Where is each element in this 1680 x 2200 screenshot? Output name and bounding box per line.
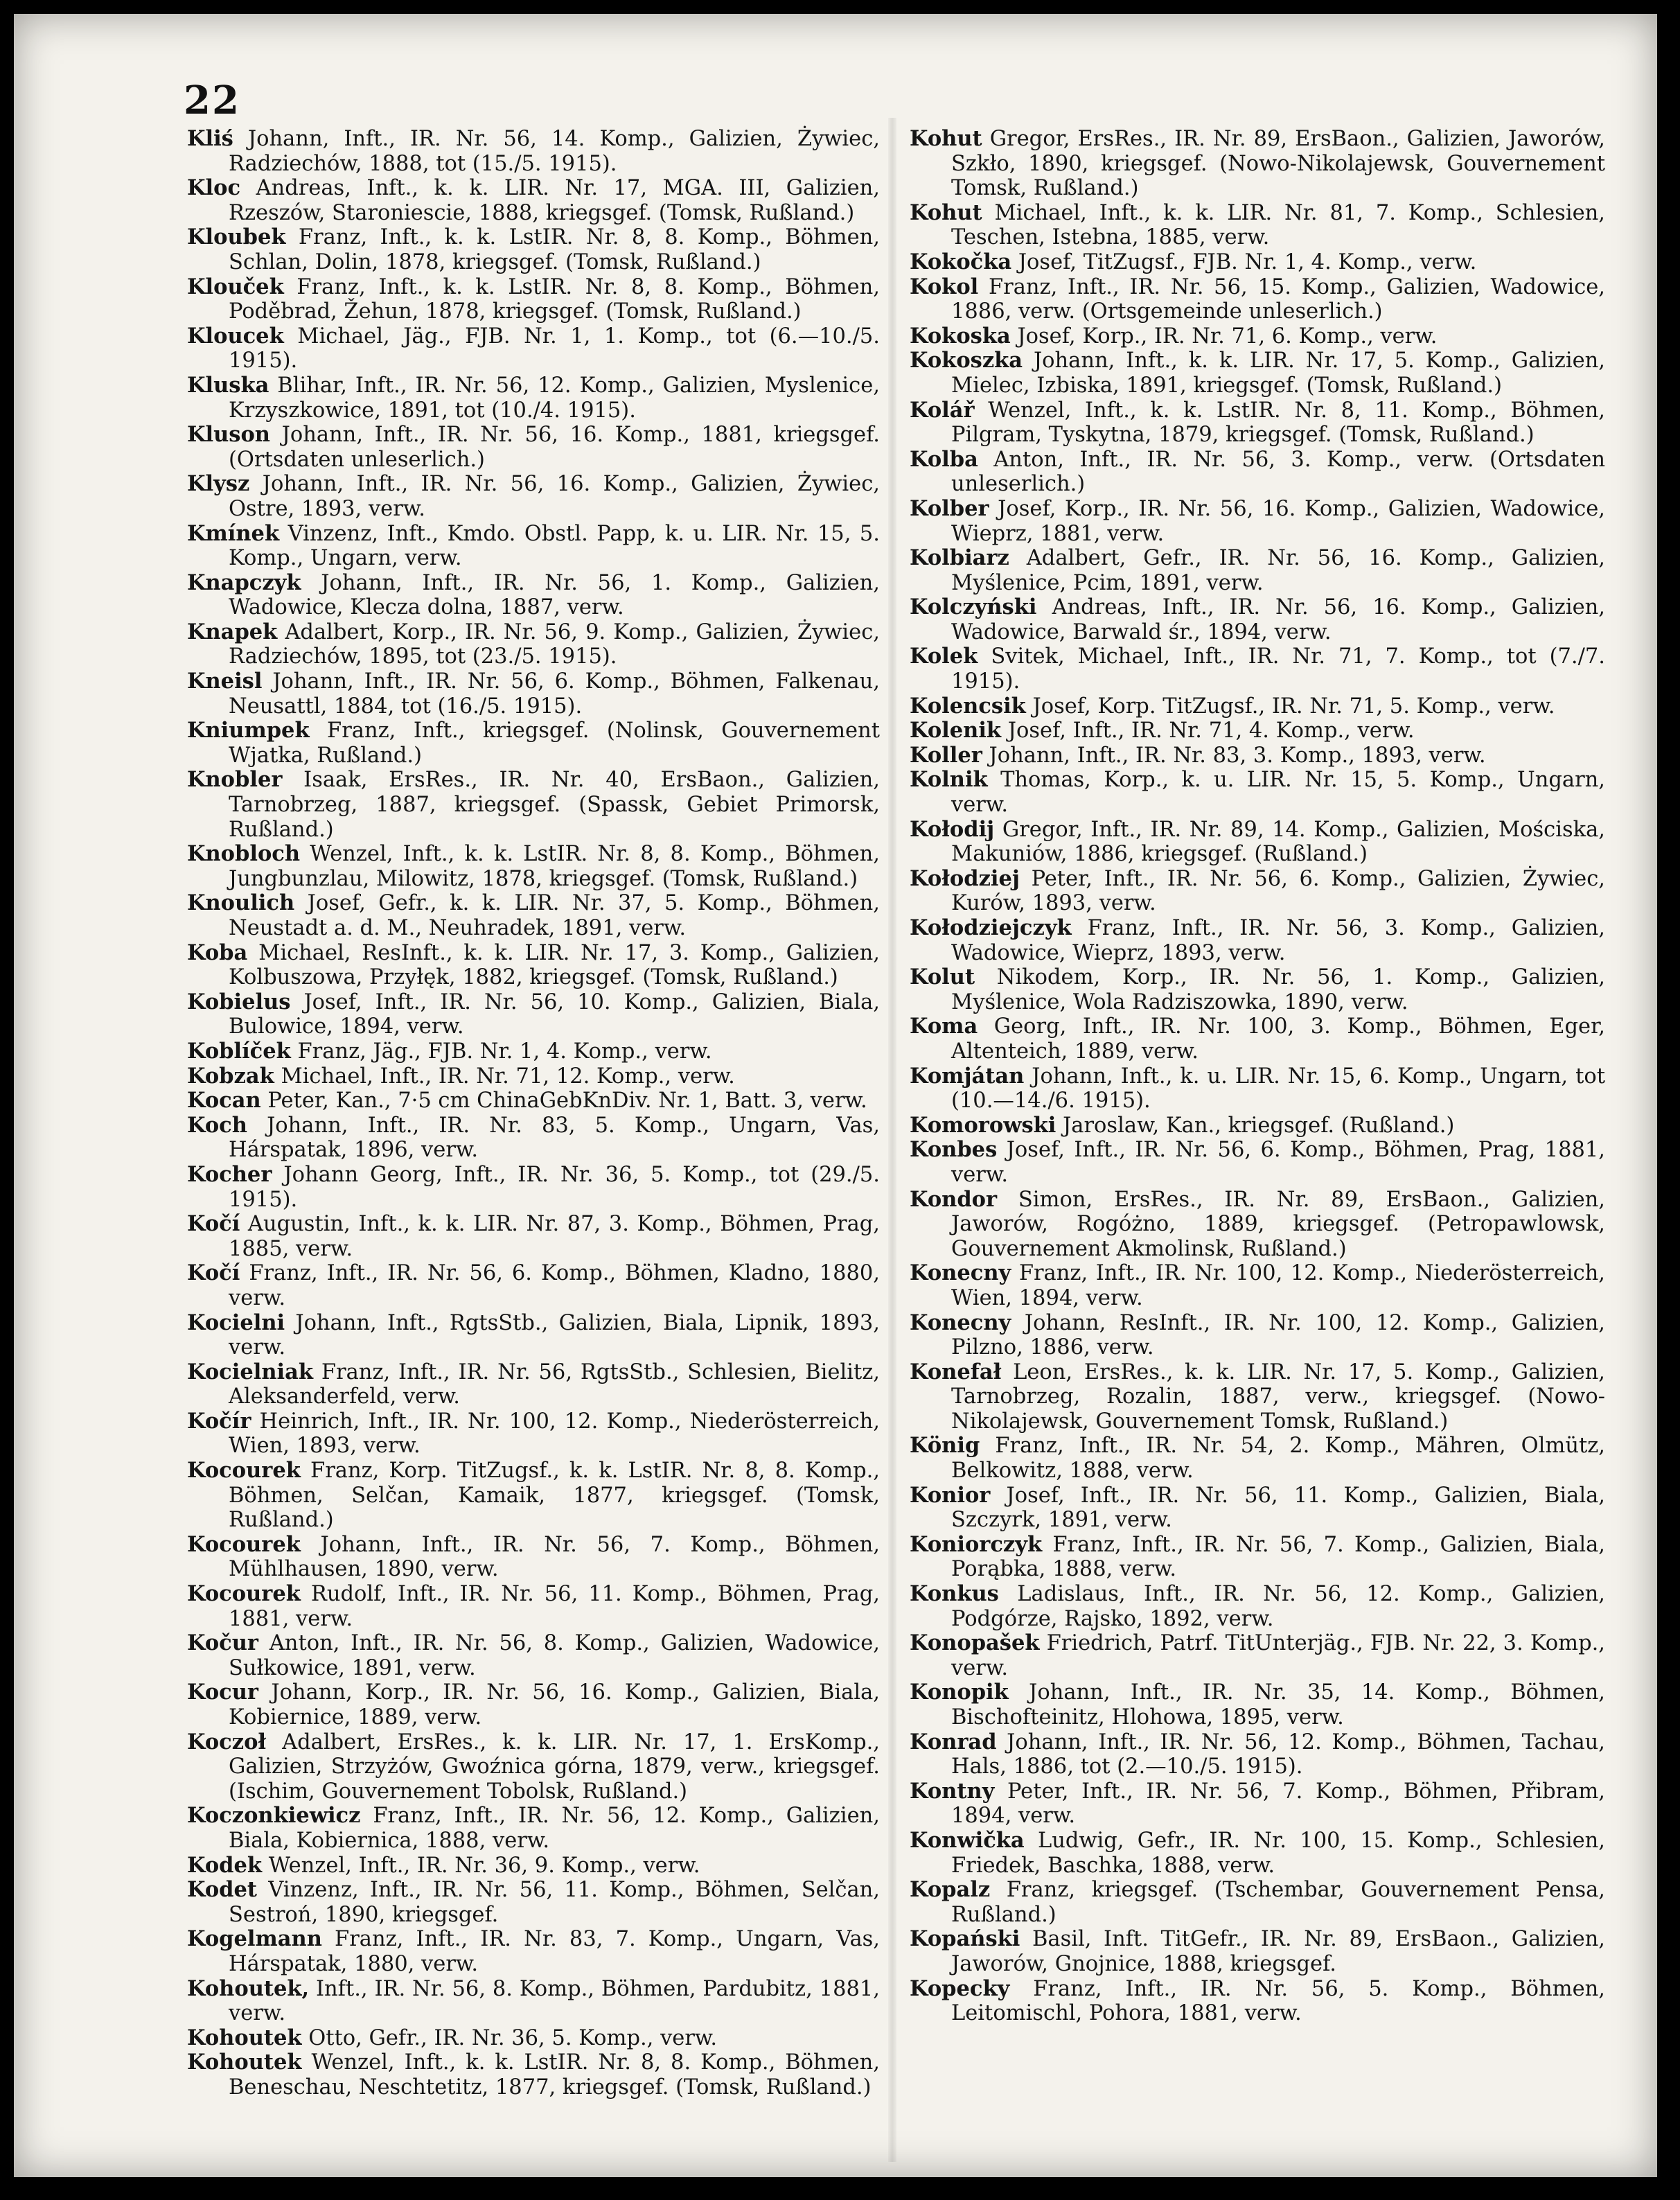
list-entry	[187, 225, 880, 274]
entry-surname: Kokol	[910, 274, 979, 299]
entry-details: Josef, Korp., IR. Nr. 71, 6. Komp., verw.	[1017, 324, 1438, 349]
entry-details: Michael, Inft., k. k. LIR. Nr. 81, 7. Komp., Schlesien, Teschen, Istebna, 1885, verw.	[951, 200, 1605, 250]
entry-surname: Kohut	[910, 200, 982, 225]
entry-details: Wenzel, Inft., k. k. LstIR. Nr. 8, 8. Komp., Böhmen, Jungbunzlau, Milowitz, 1878, kriegsgef. (Tomsk, Rußland.)	[229, 842, 880, 891]
entry-details: Gregor, Inft., IR. Nr. 89, 14. Komp., Galizien, Mościska, Makuniów, 1886, kriegsgef. (Rußland.)	[951, 817, 1605, 867]
entry-details: Josef, Inft., IR. Nr. 56, 11. Komp., Galizien, Biala, Szczyrk, 1891, verw.	[951, 1483, 1605, 1533]
list-entry	[910, 1114, 1605, 1138]
entry-details: Franz, Jäg., FJB. Nr. 1, 4. Komp., verw.	[297, 1039, 712, 1064]
entry-surname: Knapczyk	[187, 570, 301, 595]
entry-details: Michael, Jäg., FJB. Nr. 1, 1. Komp., tot (6.—10./5. 1915).	[229, 324, 880, 373]
list-entry	[187, 1311, 880, 1360]
entry-details: Josef, Inft., IR. Nr. 71, 4. Komp., verw.	[1007, 719, 1415, 743]
entry-surname: Kočí	[187, 1260, 240, 1286]
list-entry	[910, 768, 1605, 817]
list-entry	[910, 1188, 1605, 1262]
entry-details: Wenzel, Inft., k. k. LstIR. Nr. 8, 8. Komp., Böhmen, Beneschau, Neschtetitz, 1877, kriegsgef. (Tomsk, Rußland.)	[229, 2050, 880, 2100]
entry-surname: Konecny	[910, 1310, 1011, 1335]
entry-details: Johann, Inft., IR. Nr. 56, 6. Komp., Böhmen, Falkenau, Neusattl, 1884, tot (16./5. 1915).	[229, 669, 880, 719]
entry-surname: Koma	[910, 1014, 978, 1039]
left-column	[187, 127, 880, 2100]
list-entry	[187, 522, 880, 571]
entry-surname: Koch	[187, 1112, 247, 1138]
list-entry	[187, 1804, 880, 1853]
entry-details: Johann, ResInft., IR. Nr. 100, 12. Komp., Galizien, Pilzno, 1886, verw.	[951, 1310, 1605, 1360]
entry-surname: Kołodziej	[910, 865, 1020, 891]
entry-details: Johann, Inft., RgtsStb., Galizien, Biala, Lipnik, 1893, verw.	[229, 1310, 880, 1360]
list-entry	[187, 1459, 880, 1533]
entry-details: Adalbert, Korp., IR. Nr. 56, 9. Komp., Galizien, Żywiec, Radziechów, 1895, tot (23./5. 1915).	[229, 619, 880, 669]
entry-surname: Kobzak	[187, 1063, 274, 1089]
list-entry	[187, 127, 880, 176]
list-entry	[187, 1064, 880, 1089]
entry-details: Jaroslaw, Kan., kriegsgef. (Rußland.)	[1063, 1113, 1455, 1138]
list-entry	[187, 176, 880, 225]
entry-surname: Klysz	[187, 471, 250, 497]
right-column	[910, 127, 1605, 2026]
entry-surname: Konbes	[910, 1137, 998, 1163]
list-entry	[187, 571, 880, 620]
entry-surname: Kobielus	[187, 989, 291, 1014]
entry-surname: Kočí	[187, 1211, 240, 1237]
entry-details: Vinzenz, Inft., IR. Nr. 56, 11. Komp., Böhmen, Selčan, Sestroń, 1890, kriegsgef.	[229, 1878, 880, 1927]
list-entry	[910, 250, 1605, 275]
entry-surname: Koniorczyk	[910, 1531, 1043, 1557]
entry-details: Josef, Inft., IR. Nr. 56, 6. Komp., Böhmen, Prag, 1881, verw.	[951, 1138, 1605, 1187]
list-entry	[910, 398, 1605, 448]
entry-details: Peter, Kan., 7·5 cm ChinaGebKnDiv. Nr. 1, Batt. 3, verw.	[267, 1089, 867, 1114]
list-entry	[187, 1582, 880, 1631]
list-entry	[910, 1779, 1605, 1829]
entry-details: Franz, Inft., IR. Nr. 56, 15. Komp., Galizien, Wadowice, 1886, verw. (Ortsgemeinde unleserlich.)	[951, 274, 1605, 324]
list-entry	[910, 1311, 1605, 1360]
entry-surname: Kolut	[910, 965, 975, 990]
list-entry	[910, 867, 1605, 916]
entry-details: Johann, Korp., IR. Nr. 56, 16. Komp., Galizien, Biala, Kobiernice, 1889, verw.	[229, 1680, 880, 1730]
list-entry	[187, 1212, 880, 1261]
entry-surname: Knoulich	[187, 890, 295, 916]
entry-details: Johann, Inft., k. u. LIR. Nr. 15, 6. Komp., Ungarn, tot (10.—14./6. 1915).	[951, 1064, 1605, 1114]
list-entry	[187, 891, 880, 940]
entry-details: Johann Georg, Inft., IR. Nr. 36, 5. Komp., tot (29./5. 1915).	[229, 1162, 880, 1212]
entry-surname: Kocourek	[187, 1458, 301, 1484]
entry-surname: Kočur	[187, 1630, 258, 1656]
entry-surname: Klouček	[187, 274, 284, 299]
entry-details: Franz, Inft., k. k. LstIR. Nr. 8, 8. Komp., Böhmen, Poděbrad, Žehun, 1878, kriegsgef. (Tomsk, Rußland.)	[229, 274, 880, 324]
list-entry	[187, 472, 880, 521]
list-entry	[910, 644, 1605, 694]
entry-details: Isaak, ErsRes., IR. Nr. 40, ErsBaon., Galizien, Tarnobrzeg, 1887, kriegsgef. (Spassk, Gebiet Primorsk, Rußland.)	[229, 768, 880, 842]
list-entry	[910, 1014, 1605, 1064]
entry-surname: Koba	[187, 940, 248, 965]
entry-details: Adalbert, ErsRes., k. k. LIR. Nr. 17, 1. ErsKomp., Galizien, Strzyżów, Gwoźnica górna, 1879, verw., kriegsgef. (Ischim, Gouvernement Tobolsk, Rußland.)	[229, 1730, 880, 1804]
entry-details: Rudolf, Inft., IR. Nr. 56, 11. Komp., Böhmen, Prag, 1881, verw.	[229, 1582, 881, 1631]
list-entry	[910, 694, 1605, 719]
entry-surname: Konopik	[910, 1680, 1009, 1705]
list-entry	[910, 1582, 1605, 1631]
entry-details: Johann, Inft., IR. Nr. 56, 14. Komp., Galizien, Żywiec, Radziechów, 1888, tot (15./5. 1915).	[229, 127, 880, 176]
entry-details: Thomas, Korp., k. u. LIR. Nr. 15, 5. Komp., Ungarn, verw.	[951, 768, 1605, 818]
list-entry	[910, 127, 1605, 201]
entry-surname: Kolba	[910, 446, 978, 472]
entry-surname: Konecny	[910, 1260, 1011, 1286]
entry-surname: Konopašek	[910, 1630, 1040, 1656]
entry-surname: Kluska	[187, 372, 269, 398]
list-entry	[187, 941, 880, 990]
entry-surname: Kolencsik	[910, 693, 1026, 719]
entry-details: Franz, Inft., kriegsgef. (Nolinsk, Gouvernement Wjatka, Rußland.)	[229, 719, 881, 768]
entry-details: Josef, Gefr., k. k. LIR. Nr. 37, 5. Komp., Böhmen, Neustadt a. d. M., Neuhradek, 1891, verw.	[229, 891, 880, 940]
list-entry	[187, 719, 880, 768]
list-entry	[187, 1261, 880, 1310]
entry-details: Anton, Inft., IR. Nr. 56, 8. Komp., Galizien, Wadowice, Sułkowice, 1891, verw.	[229, 1631, 880, 1680]
entry-surname: Kohoutek	[187, 2025, 302, 2050]
entry-surname: Kodek	[187, 1852, 263, 1878]
entry-details: Otto, Gefr., IR. Nr. 36, 5. Komp., verw.	[308, 2025, 718, 2050]
entry-details: Michael, Inft., IR. Nr. 71, 12. Komp., verw.	[281, 1064, 735, 1089]
list-entry	[187, 1680, 880, 1730]
entry-surname: Kokoska	[910, 323, 1011, 349]
entry-surname: Kodet	[187, 1877, 258, 1903]
entry-details: Johann, Inft., IR. Nr. 35, 14. Komp., Böhmen, Bischofteinitz, Hlohowa, 1895, verw.	[951, 1680, 1605, 1730]
entry-details: Gregor, ErsRes., IR. Nr. 89, ErsBaon., Galizien, Jaworów, Szkło, 1890, kriegsgef. (Nowo-Nikolajewsk, Gouvernement Tomsk, Rußland.)	[951, 127, 1606, 201]
list-entry	[910, 1927, 1605, 1976]
entry-surname: Kliś	[187, 126, 233, 151]
entry-details: Franz, Inft., IR. Nr. 56, 7. Komp., Galizien, Biala, Porąbka, 1888, verw.	[951, 1532, 1605, 1582]
entry-details: Franz, kriegsgef. (Tschembar, Gouvernement Pensa, Rußland.)	[951, 1878, 1605, 1927]
list-entry	[187, 1114, 880, 1163]
list-entry	[187, 1533, 880, 1582]
list-entry	[910, 324, 1605, 349]
list-entry	[187, 620, 880, 669]
entry-details: Heinrich, Inft., IR. Nr. 100, 12. Komp., Niederösterreich, Wien, 1893, verw.	[229, 1409, 881, 1459]
entry-surname: Komorowski	[910, 1112, 1056, 1138]
entry-surname: Kočír	[187, 1408, 251, 1434]
list-entry	[910, 1064, 1605, 1114]
entry-surname: Kondor	[910, 1186, 998, 1212]
list-entry	[187, 275, 880, 324]
list-entry	[187, 990, 880, 1039]
entry-details: Inft., IR. Nr. 56, 8. Komp., Böhmen, Pardubitz, 1881, verw.	[229, 1976, 880, 2026]
list-entry	[187, 842, 880, 891]
list-entry	[910, 1680, 1605, 1730]
entry-details: Johann, Inft., IR. Nr. 83, 5. Komp., Ungarn, Vas, Hárspatak, 1896, verw.	[229, 1113, 880, 1163]
entry-surname: Kolczyński	[910, 595, 1037, 620]
entry-details: Ladislaus, Inft., IR. Nr. 56, 12. Komp., Galizien, Podgórze, Rajsko, 1892, verw.	[951, 1582, 1605, 1631]
entry-surname: Kolbiarz	[910, 545, 1009, 571]
entry-surname: Kolber	[910, 495, 989, 521]
entry-surname: König	[910, 1433, 980, 1459]
list-entry	[187, 1039, 880, 1064]
entry-surname: Komjátan	[910, 1063, 1025, 1089]
list-entry	[910, 1484, 1605, 1533]
entry-details: Johann, Inft., IR. Nr. 56, 7. Komp., Böhmen, Mühlhausen, 1890, verw.	[229, 1532, 880, 1582]
list-entry	[187, 1977, 880, 2026]
list-entry	[910, 1878, 1605, 1927]
list-entry	[910, 497, 1605, 546]
entry-surname: Kokočka	[910, 249, 1012, 274]
entry-details: Vinzenz, Inft., Kmdo. Obstl. Papp, k. u. LIR. Nr. 15, 5. Komp., Ungarn, verw.	[229, 521, 880, 571]
entry-details: Nikodem, Korp., IR. Nr. 56, 1. Komp., Galizien, Myślenice, Wola Radziszowka, 1890, verw.	[951, 965, 1605, 1014]
entry-details: Johann, Inft., k. k. LIR. Nr. 17, 5. Komp., Galizien, Mielec, Izbiska, 1891, kriegsgef. (Tomsk, Rußland.)	[951, 349, 1605, 398]
entry-surname: Kołodij	[910, 816, 995, 842]
list-entry	[187, 1631, 880, 1680]
entry-details: Adalbert, Gefr., IR. Nr. 56, 16. Komp., Galizien, Myślenice, Pcim, 1891, verw.	[951, 546, 1605, 595]
entry-surname: Kmínek	[187, 520, 280, 546]
list-entry	[910, 1829, 1605, 1878]
list-entry	[187, 2026, 880, 2051]
entry-details: Franz, Inft., IR. Nr. 56, 5. Komp., Böhmen, Leitomischl, Pohora, 1881, verw.	[951, 1976, 1605, 2026]
entry-details: Ludwig, Gefr., IR. Nr. 100, 15. Komp., Schlesien, Friedek, Baschka, 1888, verw.	[951, 1828, 1605, 1878]
list-entry	[910, 1977, 1605, 2026]
entry-surname: Knobler	[187, 767, 283, 793]
entry-surname: Knobloch	[187, 841, 301, 867]
list-entry	[187, 324, 880, 373]
entry-surname: Kohoutek	[187, 2050, 302, 2075]
list-entry	[910, 201, 1605, 250]
entry-surname: Kołodziejczyk	[910, 915, 1072, 940]
entry-surname: Konior	[910, 1482, 991, 1508]
list-entry	[910, 448, 1605, 497]
entry-surname: Kocourek	[187, 1581, 301, 1607]
entry-details: Wenzel, Inft., k. k. LstIR. Nr. 8, 11. Komp., Böhmen, Pilgram, Tyskytna, 1879, kriegsgef. (Tomsk, Rußland.)	[951, 398, 1605, 448]
entry-surname: Kokoszka	[910, 348, 1023, 373]
entry-details: Wenzel, Inft., IR. Nr. 36, 9. Komp., verw.	[268, 1853, 700, 1878]
list-entry	[187, 768, 880, 842]
list-entry	[187, 1163, 880, 1212]
entry-surname: Kloucek	[187, 323, 284, 349]
list-entry	[187, 1854, 880, 1878]
entry-details: Leon, ErsRes., k. k. LIR. Nr. 17, 5. Komp., Galizien, Tarnobrzeg, Rozalin, 1887, verw., kriegsgef. (Nowo-Nikolajewsk, Gouvernement Tomsk, Rußland.)	[951, 1359, 1606, 1434]
list-entry	[910, 595, 1605, 644]
entry-surname: Kohut	[910, 126, 982, 151]
entry-details: Josef, Korp. TitZugsf., IR. Nr. 71, 5. Komp., verw.	[1032, 694, 1555, 719]
entry-surname: Kneisl	[187, 669, 263, 694]
entry-surname: Kloubek	[187, 225, 286, 250]
entry-details: Augustin, Inft., k. k. LIR. Nr. 87, 3. Komp., Böhmen, Prag, 1885, verw.	[229, 1212, 880, 1261]
list-entry	[187, 373, 880, 423]
list-entry	[910, 1533, 1605, 1582]
entry-surname: Kocher	[187, 1161, 272, 1187]
entry-details: Johann, Inft., IR. Nr. 56, 16. Komp., 1881, kriegsgef. (Ortsdaten unleserlich.)	[229, 423, 880, 472]
entry-details: Johann, Inft., IR. Nr. 56, 16. Komp., Galizien, Żywiec, Ostre, 1893, verw.	[229, 472, 880, 521]
entry-details: Andreas, Inft., IR. Nr. 56, 16. Komp., Galizien, Wadowice, Barwald śr., 1894, verw.	[951, 595, 1605, 644]
entry-details: Franz, Inft., IR. Nr. 54, 2. Komp., Mähren, Olmütz, Belkowitz, 1888, verw.	[951, 1434, 1606, 1484]
list-entry	[910, 546, 1605, 595]
entry-details: Franz, Inft., k. k. LstIR. Nr. 8, 8. Komp., Böhmen, Schlan, Dolin, 1878, kriegsgef. (Tomsk, Rußland.)	[229, 225, 880, 274]
entry-surname: Kontny	[910, 1778, 995, 1804]
entry-details: Franz, Inft., IR. Nr. 56, 12. Komp., Galizien, Biala, Kobiernica, 1888, verw.	[229, 1804, 880, 1853]
entry-details: Johann, Inft., IR. Nr. 56, 1. Komp., Galizien, Wadowice, Klecza dolna, 1887, verw.	[229, 570, 880, 620]
list-entry	[910, 818, 1605, 867]
list-entry	[910, 743, 1605, 768]
list-entry	[910, 719, 1605, 743]
entry-surname: Koczoł	[187, 1729, 267, 1754]
entry-details: Andreas, Inft., k. k. LIR. Nr. 17, MGA. III, Galizien, Rzeszów, Staroniescie, 1888, kriegsgef. (Tomsk, Rußland.)	[229, 176, 880, 225]
entry-details: Josef, TitZugsf., FJB. Nr. 1, 4. Komp., verw.	[1018, 249, 1477, 274]
entry-surname: Kolek	[910, 644, 978, 669]
entry-surname: Koblíček	[187, 1038, 291, 1064]
entry-details: Blihar, Inft., IR. Nr. 56, 12. Komp., Galizien, Myslenice, Krzyszkowice, 1891, tot (10./4. 1915).	[229, 373, 880, 423]
entry-surname: Kniumpek	[187, 718, 310, 743]
list-entry	[910, 1631, 1605, 1680]
list-entry	[910, 1261, 1605, 1310]
entry-details: Franz, Inft., IR. Nr. 100, 12. Komp., Niederösterreich, Wien, 1894, verw.	[951, 1261, 1605, 1310]
list-entry	[187, 2050, 880, 2100]
entry-surname: Kolenik	[910, 718, 1002, 743]
list-entry	[910, 275, 1605, 324]
entry-details: Peter, Inft., IR. Nr. 56, 7. Komp., Böhmen, Přibram, 1894, verw.	[951, 1779, 1605, 1829]
list-entry	[910, 965, 1605, 1014]
entry-surname: Koczonkiewicz	[187, 1803, 361, 1829]
entry-details: Simon, ErsRes., IR. Nr. 89, ErsBaon., Galizien, Jaworów, Rogóżno, 1889, kriegsgef. (Petropawlowsk, Gouvernement Akmolinsk, Rußland.)	[951, 1187, 1606, 1261]
entry-details: Franz, Inft., IR. Nr. 56, 3. Komp., Galizien, Wadowice, Wieprz, 1893, verw.	[951, 916, 1605, 965]
entry-surname: Kocielni	[187, 1310, 285, 1335]
entry-details: Basil, Inft. TitGefr., IR. Nr. 89, ErsBaon., Galizien, Jaworów, Gnojnice, 1888, kriegsgef.	[951, 1927, 1605, 1976]
entry-surname: Kloc	[187, 175, 241, 201]
entry-details: Michael, ResInft., k. k. LIR. Nr. 17, 3. Komp., Galizien, Kolbuszowa, Przyłęk, 1882, kriegsgef. (Tomsk, Rußland.)	[229, 940, 880, 990]
list-entry	[910, 916, 1605, 965]
entry-surname: Kopański	[910, 1926, 1020, 1952]
entry-details: Franz, Inft., IR. Nr. 83, 7. Komp., Ungarn, Vas, Hárspatak, 1880, verw.	[229, 1927, 880, 1976]
list-entry	[910, 349, 1605, 398]
page-number: 22	[184, 78, 240, 123]
list-entry	[910, 1434, 1605, 1483]
entry-surname: Kocielniak	[187, 1359, 313, 1384]
entry-surname: Kopecky	[910, 1975, 1010, 2001]
entry-details: Johann, Inft., IR. Nr. 83, 3. Komp., 1893, verw.	[989, 743, 1486, 768]
column-gutter	[888, 118, 896, 2162]
entry-surname: Konefał	[910, 1359, 1002, 1384]
entry-details: Josef, Inft., IR. Nr. 56, 10. Komp., Galizien, Biala, Bulowice, 1894, verw.	[229, 989, 880, 1039]
entry-details: Svitek, Michael, Inft., IR. Nr. 71, 7. Komp., tot (7./7. 1915).	[951, 644, 1605, 694]
list-entry	[187, 1089, 880, 1114]
entry-surname: Knapek	[187, 619, 278, 644]
list-entry	[187, 1927, 880, 1976]
list-entry	[187, 1360, 880, 1409]
entry-surname: Kocan	[187, 1088, 261, 1114]
entry-surname: Koller	[910, 742, 982, 768]
entry-details: Franz, Inft., IR. Nr. 56, RgtsStb., Schlesien, Bielitz, Aleksanderfeld, verw.	[229, 1359, 880, 1409]
list-entry	[187, 1878, 880, 1927]
list-entry	[187, 1730, 880, 1804]
list-entry	[910, 1360, 1605, 1434]
entry-details: Johann, Inft., IR. Nr. 56, 12. Komp., Böhmen, Tachau, Hals, 1886, tot (2.—10./5. 1915).	[951, 1730, 1605, 1779]
entry-surname: Kocourek	[187, 1531, 301, 1557]
entry-details: Anton, Inft., IR. Nr. 56, 3. Komp., verw. (Ortsdaten unleserlich.)	[951, 447, 1606, 497]
entry-details: Georg, Inft., IR. Nr. 100, 3. Komp., Böhmen, Eger, Altenteich, 1889, verw.	[951, 1014, 1605, 1064]
entry-surname: Kolář	[910, 397, 975, 423]
entry-surname: Kolnik	[910, 767, 988, 793]
entry-surname: Kocur	[187, 1680, 258, 1705]
list-entry	[187, 423, 880, 472]
list-entry	[187, 669, 880, 719]
entry-surname: Kopalz	[910, 1877, 991, 1903]
list-entry	[910, 1730, 1605, 1779]
entry-details: Josef, Korp., IR. Nr. 56, 16. Komp., Galizien, Wadowice, Wieprz, 1881, verw.	[951, 496, 1605, 546]
entry-details: Peter, Inft., IR. Nr. 56, 6. Komp., Galizien, Żywiec, Kurów, 1893, verw.	[951, 866, 1605, 916]
entry-surname: Kogelmann	[187, 1926, 322, 1952]
entry-details: Franz, Inft., IR. Nr. 56, 6. Komp., Böhmen, Kladno, 1880, verw.	[229, 1261, 880, 1310]
entry-surname: Konkus	[910, 1581, 999, 1607]
list-entry	[910, 1138, 1605, 1187]
entry-details: Franz, Korp. TitZugsf., k. k. LstIR. Nr. 8, 8. Komp., Böhmen, Selčan, Kamaik, 1877, kriegsgef. (Tomsk, Rußland.)	[229, 1459, 880, 1533]
entry-surname: Kluson	[187, 422, 270, 448]
entry-surname: Konwička	[910, 1827, 1025, 1853]
entry-details: Friedrich, Patrf. TitUnterjäg., FJB. Nr. 22, 3. Komp., verw.	[951, 1631, 1605, 1680]
list-entry	[187, 1409, 880, 1459]
entry-surname: Kohoutek,	[187, 1975, 310, 2001]
entry-surname: Konrad	[910, 1729, 997, 1754]
